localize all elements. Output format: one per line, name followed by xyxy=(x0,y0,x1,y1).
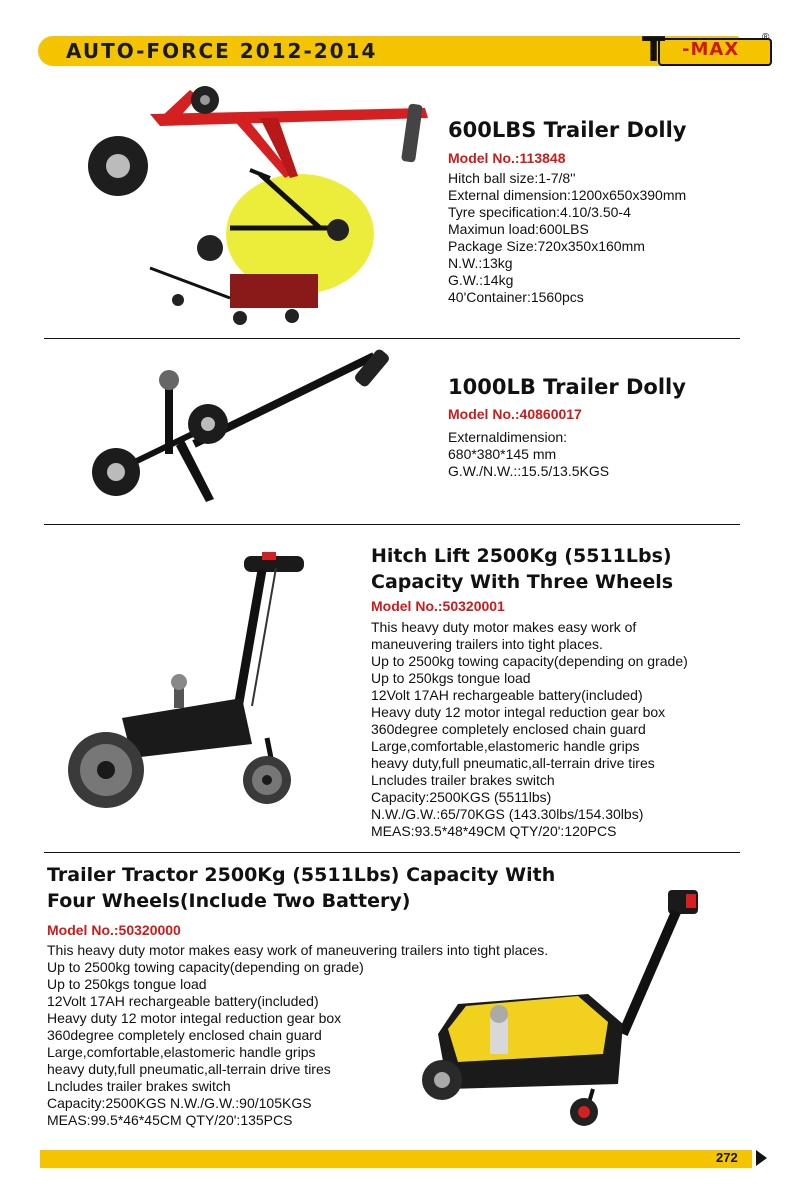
spec-line: Capacity:2500KGS (5511lbs) xyxy=(371,789,552,805)
product-title-hitch-lift xyxy=(371,543,673,595)
spec-line: 40'Container:1560pcs xyxy=(448,289,584,305)
product-image-hitch-lift xyxy=(62,548,312,820)
spec-line: This heavy duty motor makes easy work of maneuvering trailers into tight places. xyxy=(47,942,549,958)
product-image-600lbs-dolly xyxy=(80,78,450,334)
spec-line: Lncludes trailer brakes switch xyxy=(47,1078,231,1094)
title-line: Hitch Lift 2500Kg (5511Lbs) xyxy=(371,545,672,567)
title-line: Four Wheels(Include Two Battery) xyxy=(47,890,411,912)
product-specs-hitch-lift xyxy=(371,619,688,840)
divider xyxy=(44,338,740,339)
spec-line: 12Volt 17AH rechargeable battery(included) xyxy=(371,687,643,703)
divider xyxy=(44,524,740,525)
handle-switch xyxy=(686,894,696,908)
spec-line: MEAS:93.5*48*49CM QTY/20':120PCS xyxy=(371,823,617,839)
lift-body xyxy=(122,698,252,758)
spec-line: Tyre specification:4.10/3.50-4 xyxy=(448,204,631,220)
brand-logo xyxy=(642,32,770,70)
hitch-ball xyxy=(171,674,187,690)
spec-line: Up to 250kgs tongue load xyxy=(371,670,531,686)
hitch-ball xyxy=(490,1005,508,1023)
page-number: 272 xyxy=(716,1150,738,1165)
spec-line: N.W.:13kg xyxy=(448,255,513,271)
spec-line: 12Volt 17AH rechargeable battery(included) xyxy=(47,993,319,1009)
next-arrow-icon xyxy=(756,1150,767,1166)
product-image-1000lb-dolly xyxy=(84,344,394,520)
page-number-box xyxy=(712,1148,770,1169)
dolly-frame-bar xyxy=(150,108,428,126)
spec-line: N.W./G.W.:65/70KGS (143.30lbs/154.30lbs) xyxy=(371,806,644,822)
lift-column xyxy=(238,570,262,708)
product-image-trailer-tractor xyxy=(418,884,710,1134)
spec-line: Heavy duty 12 motor integal reduction gear box xyxy=(47,1010,342,1026)
spec-line: Up to 2500kg towing capacity(depending on grade) xyxy=(371,653,688,669)
product-title-600lbs: 600LBS Trailer Dolly xyxy=(448,118,687,142)
hitch-post xyxy=(490,1018,508,1054)
tractor-yellow-cover xyxy=(448,996,608,1062)
spec-line: MEAS:99.5*46*45CM QTY/20':135PCS xyxy=(47,1112,293,1128)
dolly-vehicle xyxy=(230,274,318,308)
spec-line: Capacity:2500KGS N.W./G.W.:90/105KGS xyxy=(47,1095,312,1111)
spec-line: Hitch ball size:1-7/8'' xyxy=(448,170,576,186)
spec-line: Lncludes trailer brakes switch xyxy=(371,772,555,788)
spec-line: Up to 250kgs tongue load xyxy=(47,976,207,992)
spec-line: Package Size:720x350x160mm xyxy=(448,238,645,254)
spec-line: Heavy duty 12 motor integal reduction gear box xyxy=(371,704,666,720)
product-model-trailer-tractor: Model No.:50320000 xyxy=(47,922,181,938)
spec-line: Maximun load:600LBS xyxy=(448,221,589,237)
title-line: Capacity With Three Wheels xyxy=(371,571,674,593)
page-header xyxy=(38,30,770,70)
dolly-black-wheel xyxy=(197,235,223,261)
brand-logo-t: T xyxy=(642,30,666,70)
product-title-1000lb: 1000LB Trailer Dolly xyxy=(448,375,686,399)
product-specs-600lbs xyxy=(448,170,686,306)
spec-line: Externaldimension: xyxy=(448,429,568,445)
title-line: Trailer Tractor 2500Kg (5511Lbs) Capacity With xyxy=(47,864,556,886)
spec-line: Large,comfortable,elastomeric handle grips xyxy=(371,738,640,754)
spec-line: 360degree completely enclosed chain guard xyxy=(371,721,646,737)
brand-logo-text: -MAX xyxy=(682,39,740,60)
product-specs-1000lb xyxy=(448,429,609,480)
spec-line: This heavy duty motor makes easy work of xyxy=(371,619,637,635)
product-model-600lbs: Model No.:113848 xyxy=(448,150,566,166)
spec-line: heavy duty,full pneumatic,all-terrain drive tires xyxy=(371,755,655,771)
product-model-hitch-lift: Model No.:50320001 xyxy=(371,598,505,614)
catalog-title: AUTO-FORCE 2012-2014 xyxy=(66,39,378,63)
spec-line: G.W./N.W.::15.5/13.5KGS xyxy=(448,463,610,479)
handle-switch xyxy=(262,552,276,560)
divider xyxy=(44,852,740,853)
tractor-column xyxy=(623,912,676,1034)
hitch-ball xyxy=(159,370,179,390)
spec-line: 680*380*145 mm xyxy=(448,446,557,462)
registered-mark: ® xyxy=(762,32,770,43)
footer-band xyxy=(40,1150,752,1168)
product-model-1000lb: Model No.:40860017 xyxy=(448,406,582,422)
spec-line: External dimension:1200x650x390mm xyxy=(448,187,687,203)
spec-line: maneuvering trailers into tight places. xyxy=(371,636,603,652)
spec-line: Large,comfortable,elastomeric handle grips xyxy=(47,1044,316,1060)
spec-line: 360degree completely enclosed chain guard xyxy=(47,1027,322,1043)
spec-line: Up to 2500kg towing capacity(depending on grade) xyxy=(47,959,364,975)
spec-line: G.W.:14kg xyxy=(448,272,514,288)
spec-line: heavy duty,full pneumatic,all-terrain drive tires xyxy=(47,1061,331,1077)
